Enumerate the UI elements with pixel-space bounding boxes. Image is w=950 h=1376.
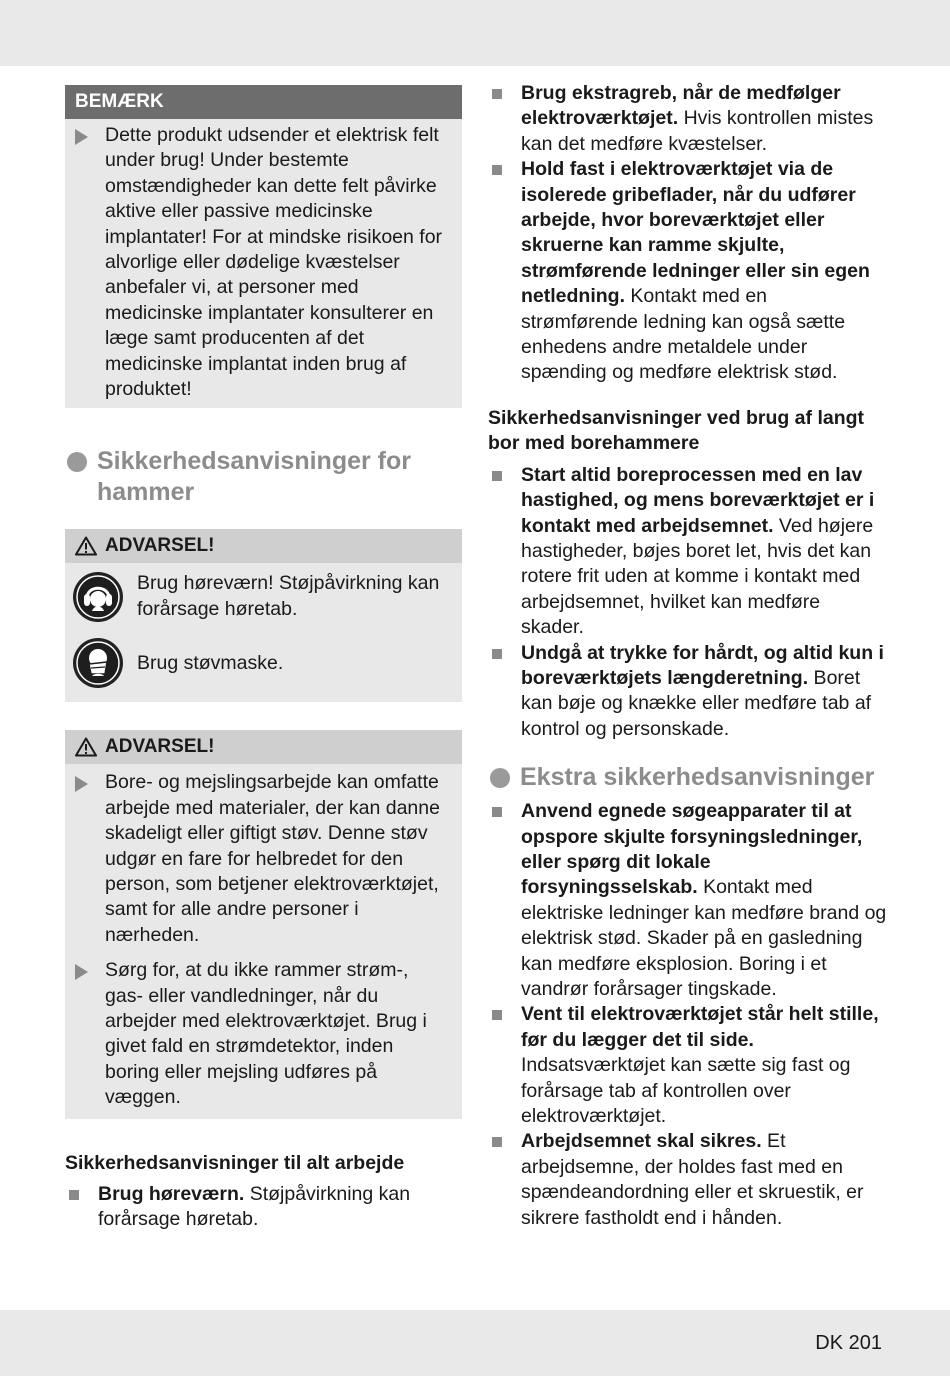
warning-box-2-title <box>65 730 462 764</box>
extra-item-bold: Vent til elektroværktøjet står helt stille, før du lægger det til side. <box>521 1003 879 1051</box>
note-box <box>65 85 462 408</box>
left-column <box>65 85 462 1233</box>
square-bullet-icon <box>492 649 502 659</box>
note-item <box>65 123 462 402</box>
long-drill-item-text: Ved højere hastigheder, bøjes boret let, hvis det kan rotere frit uden at komme i kontakt med arbejdsemnet, hvilket kan medføre skader. <box>521 514 874 639</box>
hearing-text: Brug høreværn! Støjpåvirkning kan forårsage høretab. <box>137 572 440 620</box>
all-work-heading: Sikkerhedsanvisninger til alt arbejde <box>65 1151 405 1174</box>
all-work-item <box>65 1182 462 1233</box>
square-bullet-icon <box>492 807 502 817</box>
right-item-insulated-grip <box>488 157 888 386</box>
section-title-text: Ekstra sikkerhedsanvisninger <box>520 763 875 792</box>
warning-title-text: ADVARSEL! <box>105 535 215 557</box>
section-title-hammer <box>65 446 462 508</box>
extra-item-bold: Anvend egnede søgeapparater til at opspore skjulte forsyningsledninger, eller spørg dit lokale forsyningsselskab. <box>521 800 863 899</box>
triangle-bullet-icon <box>75 776 88 792</box>
square-bullet-icon <box>492 1137 502 1147</box>
square-bullet-icon <box>492 89 502 99</box>
square-bullet-icon <box>492 471 502 481</box>
triangle-bullet-icon <box>75 129 88 145</box>
right-item-bold: Hold fast i elektroværktøjet via de isolerede gribeflader, når du udfører arbejde, hvor boreværktøjet eller skruerne kan ramme skjulte, strømførende ledninger eller sin egen netledning. <box>521 158 870 308</box>
note-text: Dette produkt udsender et elektrisk felt under brug! Under bestemte omstændigheder kan dette felt påvirke aktive eller passive medicinske implantater! For at mindske risikoen for alvorlige eller dødelige kvæstelser anbefaler vi, at personer med medicinske implantater konsulterer en læge samt producenten af det medicinske implantat inden brug af produktet! <box>105 124 443 401</box>
warning2-item-dust <box>65 770 462 948</box>
long-drill-item-bold: Undgå at trykke for hårdt, og altid kun i boreværktøjets længderetning. <box>521 641 884 689</box>
footer-band <box>0 1310 950 1376</box>
warning-box-1 <box>65 529 462 702</box>
warning2-dust-text: Bore- og mejslingsarbejde kan omfatte arbejde med materialer, der kan danne skadeligt eller giftigt støv. Denne støv udgør en fare for helbredet for den person, som betjener elektroværktøjet, samt for alle andre personer i nærheden. <box>105 771 440 946</box>
long-drill-item-speed <box>488 463 888 641</box>
extra-item-text: Kontakt med elektriske ledninger kan medføre brand og elektrisk stød. Skader på en gasledning kan medføre eksplosion. Boring i et vandrør forårsager tingskade. <box>521 876 887 1000</box>
page-number: DK 201 <box>815 1332 882 1354</box>
warning-box-1-title <box>65 529 462 563</box>
long-drill-item-text: Boret kan bøje og knække eller medføre tab af kontrol og personskade. <box>521 666 872 740</box>
section-title-extra <box>488 762 888 793</box>
long-drill-heading: Sikkerhedsanvisninger ved brug af langt bor med borehammere <box>488 406 865 455</box>
right-item-text: Kontakt med en strømførende ledning kan også sætte enhedens andre metaldele under spænding og medføre elektrisk stød. <box>521 285 846 384</box>
warning-item-hearing <box>65 563 462 630</box>
note-box-title: BEMÆRK <box>65 85 462 119</box>
extra-item-text: Indsatsværktøjet kan sætte sig fast og forårsage tab af kontrollen over elektroværktøjet. <box>521 1054 851 1128</box>
right-item-bold: Brug ekstragreb, når de medfølger elektroværktøjet. <box>521 82 841 130</box>
all-work-item-bold: Brug høreværn. <box>98 1182 245 1205</box>
warning2-item-lines <box>65 958 462 1110</box>
circle-bullet-icon <box>490 768 510 788</box>
warning-triangle-icon <box>75 737 97 757</box>
triangle-bullet-icon <box>75 964 88 980</box>
warning2-lines-text: Sørg for, at du ikke rammer strøm-, gas- eller vandledninger, når du arbejder med elektroværktøjet. Brug i givet fald en strømdetektor, inden boring eller mejsling udføres på væggen. <box>105 959 427 1109</box>
section-title-text: Sikkerhedsanvisninger for hammer <box>97 447 412 507</box>
warning-title-text: ADVARSEL! <box>105 736 215 758</box>
square-bullet-icon <box>492 165 502 175</box>
long-drill-item-bold: Start altid boreprocessen med en lav hastighed, og mens boreværktøjet er i kontakt med arbejdsemnet. <box>521 463 875 537</box>
all-work-item-text: Støjpåvirkning kan forårsage høretab. <box>98 1182 411 1231</box>
warning-item-dust-mask <box>65 630 462 696</box>
extra-item-standstill <box>488 1002 888 1129</box>
warning-triangle-icon <box>75 536 97 556</box>
right-item-extra-grip <box>488 81 888 157</box>
extra-item-bold: Arbejdsemnet skal sikres. <box>521 1130 762 1153</box>
square-bullet-icon <box>492 1010 502 1020</box>
circle-bullet-icon <box>67 452 87 472</box>
square-bullet-icon <box>69 1190 79 1200</box>
warning-box-2 <box>65 730 462 1118</box>
extra-item-detectors <box>488 799 888 1002</box>
extra-item-secure-workpiece <box>488 1129 888 1231</box>
hearing-protection-icon <box>73 572 123 622</box>
long-drill-item-pressure <box>488 641 888 743</box>
right-item-text: Hvis kontrollen mistes kan det medføre kvæstelser. <box>521 107 874 155</box>
extra-item-text: Et arbejdsemne, der holdes fast med en spændeandordning eller et skruestik, er sikrere fastholdt end i hånden. <box>521 1130 864 1229</box>
dust-mask-icon <box>73 638 123 688</box>
right-column <box>488 81 888 1231</box>
header-band <box>0 0 950 66</box>
dust-mask-text: Brug støvmaske. <box>137 651 284 674</box>
